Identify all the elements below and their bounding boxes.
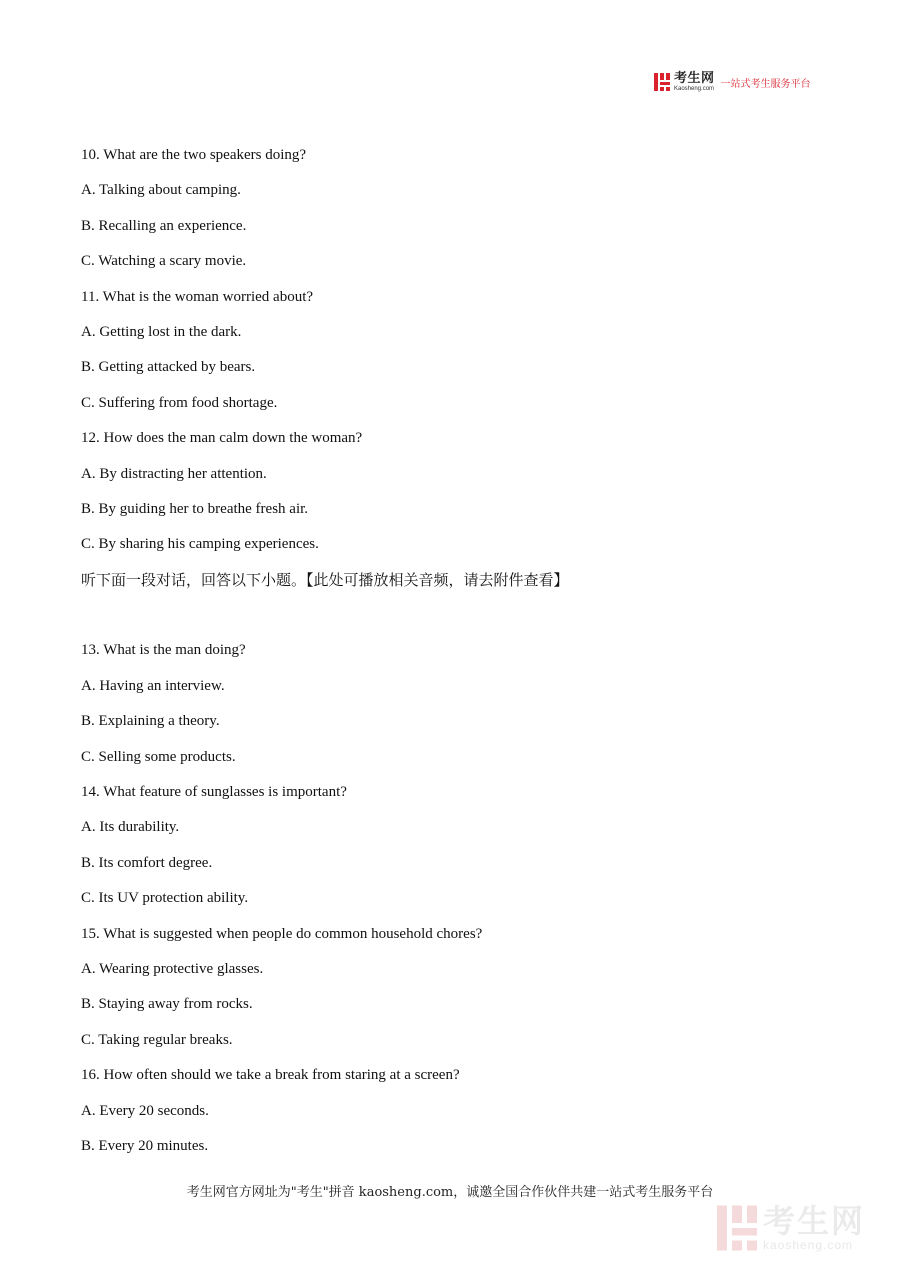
question-16: 16. How often should we take a break from staring at a screen? xyxy=(81,1067,460,1084)
logo-text xyxy=(674,72,715,92)
option-12a: A. By distracting her attention. xyxy=(81,465,267,482)
option-11c: C. Suffering from food shortage. xyxy=(81,394,278,411)
option-16b: B. Every 20 minutes. xyxy=(81,1137,209,1154)
option-10c: C. Watching a scary movie. xyxy=(81,253,247,270)
question-13: 13. What is the man doing? xyxy=(81,642,246,659)
option-14b: B. Its comfort degree. xyxy=(81,854,213,871)
question-12: 12. How does the man calm down the woman? xyxy=(81,430,363,447)
option-14c: C. Its UV protection ability. xyxy=(81,890,249,907)
option-13a: A. Having an interview. xyxy=(81,677,225,694)
watermark-domain: kaosheng.com xyxy=(763,1238,854,1252)
question-11: 11. What is the woman worried about? xyxy=(81,288,314,305)
option-11a: A. Getting lost in the dark. xyxy=(81,323,242,340)
question-15: 15. What is suggested when people do common household chores? xyxy=(81,925,483,942)
question-list xyxy=(81,143,821,1169)
option-16a: A. Every 20 seconds. xyxy=(81,1102,209,1119)
page-footer: 考生网官方网址为"考生"拼音 kaosheng.com，诚邀全国合作伙伴共建一站式考生服务平台 xyxy=(186,1185,714,1200)
question-14: 14. What feature of sunglasses is important? xyxy=(81,784,347,801)
option-10a: A. Talking about camping. xyxy=(81,182,241,199)
watermark-text xyxy=(763,1202,866,1252)
logo-name: 考生网 xyxy=(674,71,715,86)
question-10: 10. What are the two speakers doing? xyxy=(81,147,307,163)
option-13c: C. Selling some products. xyxy=(81,748,236,765)
header-logo xyxy=(654,72,811,92)
option-12b: B. By guiding her to breathe fresh air. xyxy=(81,500,309,517)
option-13b: B. Explaining a theory. xyxy=(81,713,220,730)
kaosheng-logo-icon xyxy=(654,73,670,91)
logo-domain: Kaosheng.com xyxy=(674,86,715,92)
listening-instruction: 听下面一段对话，回答以下小题。【此处可播放相关音频，请去附件查看】 xyxy=(81,570,569,589)
header-slogan: 一站式考生服务平台 xyxy=(720,78,811,90)
watermark-logo-icon xyxy=(717,1204,757,1252)
blank-line xyxy=(81,603,821,638)
option-15c: C. Taking regular breaks. xyxy=(81,1031,233,1048)
option-11b: B. Getting attacked by bears. xyxy=(81,359,256,376)
option-12c: C. By sharing his camping experiences. xyxy=(81,536,319,553)
option-15a: A. Wearing protective glasses. xyxy=(81,960,264,977)
watermark-name: 考生网 xyxy=(763,1202,866,1240)
option-10b: B. Recalling an experience. xyxy=(81,217,247,234)
option-15b: B. Staying away from rocks. xyxy=(81,996,253,1013)
watermark-logo xyxy=(717,1204,865,1252)
option-14a: A. Its durability. xyxy=(81,819,180,836)
